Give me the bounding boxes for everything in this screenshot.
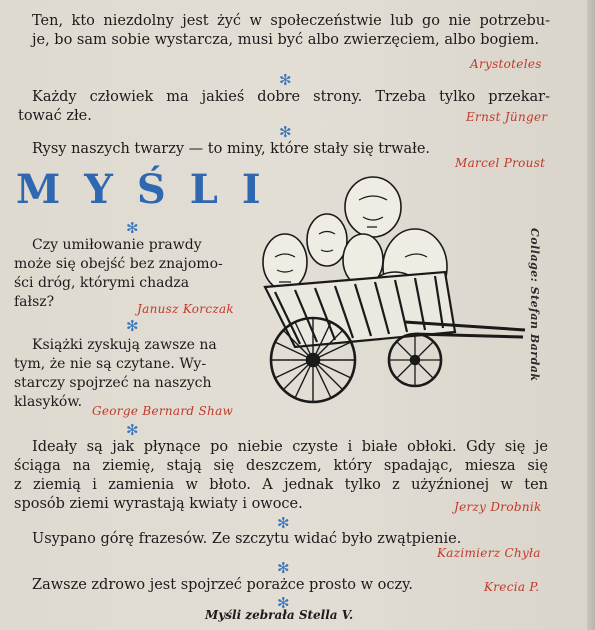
- separator-star-icon: ✻: [277, 594, 290, 612]
- separator-star-icon: ✻: [126, 219, 139, 237]
- quote-korczak: Czy umiłowanie prawdy może się obejść bez znajomo- ści dróg, którymi chadza fałsz?: [14, 237, 223, 310]
- quote-aristotle: Ten, kto niezdolny jest żyć w społeczeństwie lub go nie potrzebu- je, bo sam sobie wystarcza, musi być albo zwierzęciem, albo bogiem.: [32, 13, 550, 48]
- author-drobnik: Jerzy Drobnik: [454, 500, 542, 514]
- head-3: [345, 177, 401, 237]
- quote-junger: Każdy człowiek ma jakieś dobre strony. Trzeba tylko przekar- tować złe.: [18, 89, 550, 124]
- collage-cart-illustration: [255, 172, 535, 422]
- author-chyla: Kazimierz Chyła: [437, 546, 541, 560]
- quote-drobnik: Ideały są jak płynące po niebie czyste i białe obłoki. Gdy się je ściąga na ziemię, stają się deszczem, który spadając, miesza się z ziemią i zamienia w błoto. A jednak tylko z użyźnionej w ten sposób ziemi wyrastają kwiaty i owoce.: [14, 439, 548, 512]
- separator-star-icon: ✻: [277, 514, 290, 532]
- separator-star-icon: ✻: [126, 317, 139, 335]
- quote-chyla: Usypano górę frazesów. Ze szczytu widać było zwątpienie.: [32, 531, 462, 547]
- compiled-by-footer: Myśli zebrała Stella V.: [205, 608, 354, 622]
- author-junger: Ernst Jünger: [466, 110, 548, 124]
- quote-shaw: Książki zyskują zawsze na tym, że nie są czytane. Wy- starczy spojrzeć na naszych klasyków.: [14, 337, 217, 410]
- author-korczak: Janusz Korczak: [137, 302, 234, 316]
- separator-star-icon: ✻: [279, 123, 292, 141]
- separator-star-icon: ✻: [126, 421, 139, 439]
- collage-credit: Collage: Stefan Bardak: [528, 228, 541, 382]
- author-proust: Marcel Proust: [455, 156, 546, 170]
- head-2: [307, 214, 347, 266]
- page-title: MYŚLI: [16, 166, 285, 213]
- quote-krecia: Zawsze zdrowo jest spojrzeć porażce prosto w oczy.: [32, 577, 413, 593]
- quote-proust: Rysy naszych twarzy — to miny, które stały się trwałe.: [32, 141, 431, 157]
- author-krecia: Krecia P.: [484, 580, 540, 594]
- separator-star-icon: ✻: [279, 71, 292, 89]
- page-edge: [587, 0, 595, 630]
- separator-star-icon: ✻: [277, 559, 290, 577]
- author-aristotle: Arystoteles: [470, 57, 542, 71]
- author-shaw: George Bernard Shaw: [92, 404, 234, 418]
